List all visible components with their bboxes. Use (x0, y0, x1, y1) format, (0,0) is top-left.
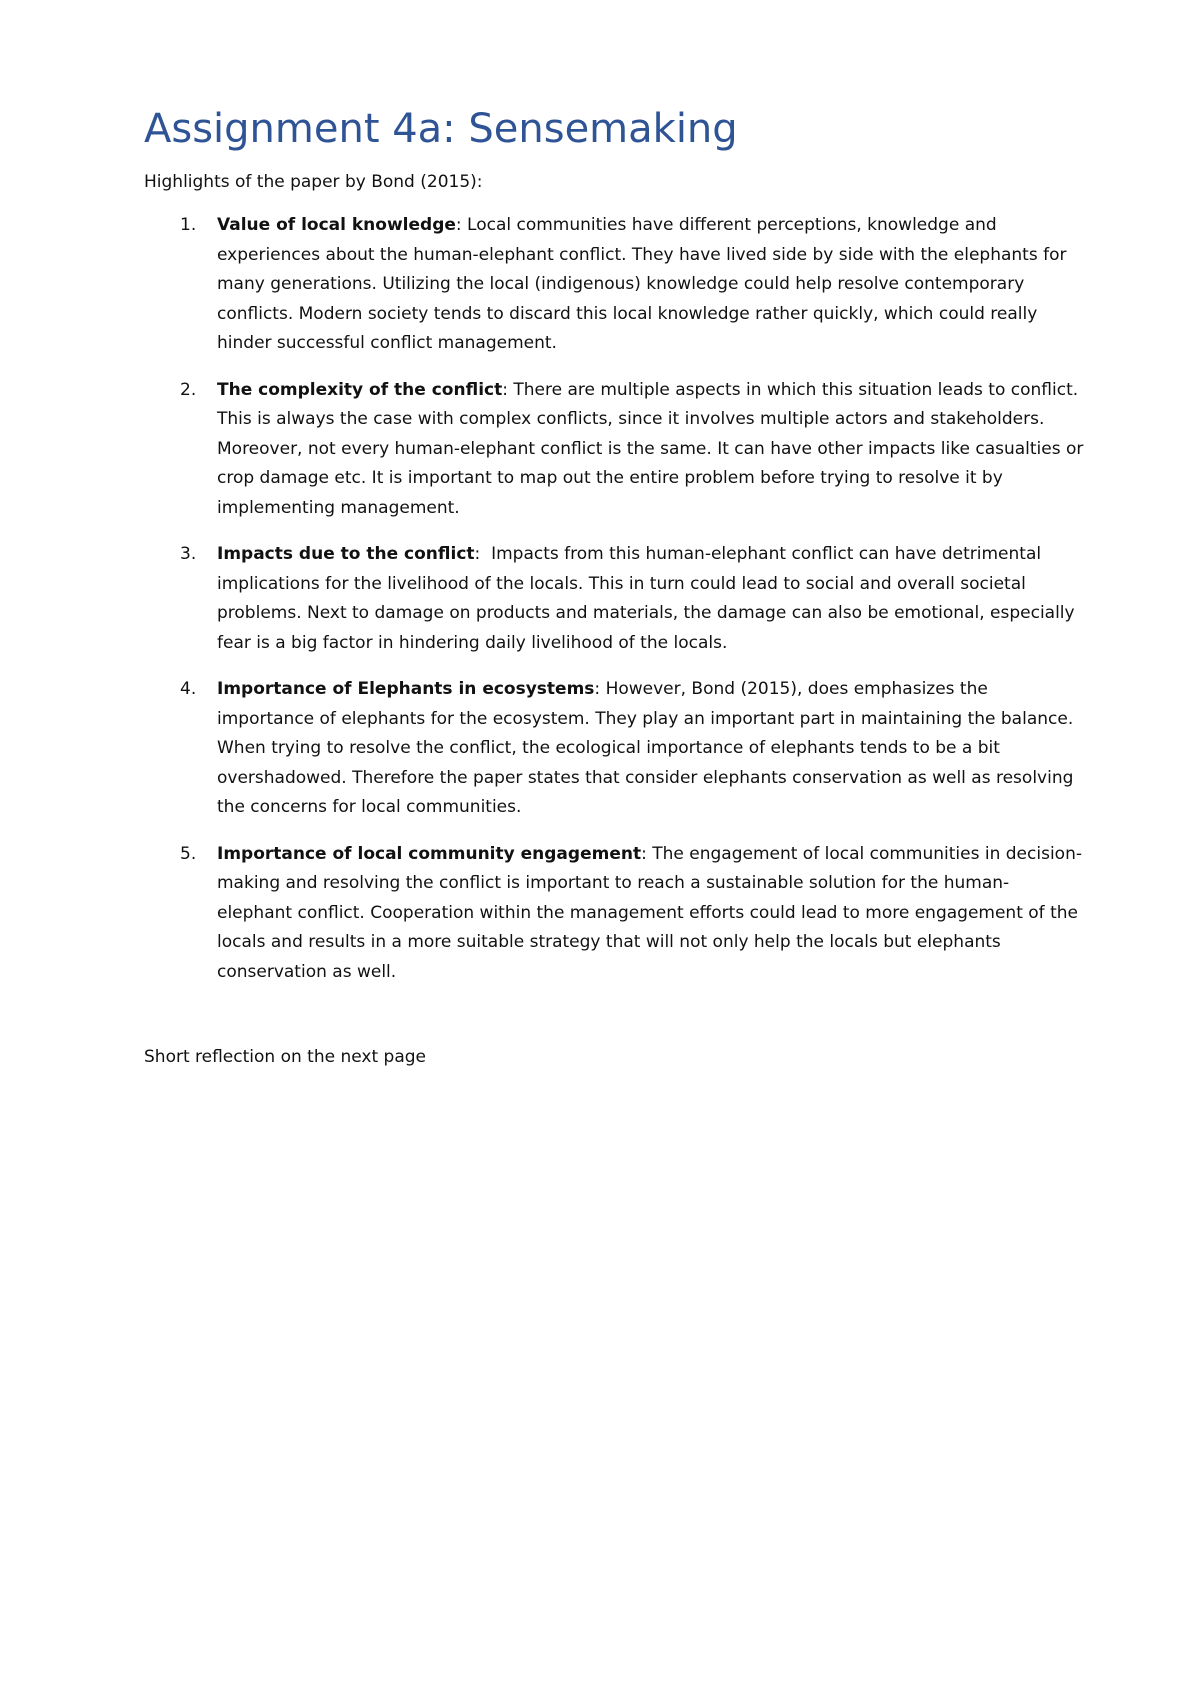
list-item (144, 376, 1084, 524)
list-item (144, 675, 1084, 823)
item-title: Impacts due to the conflict (217, 544, 475, 564)
item-description: However, Bond (2015), does emphasizes the importance of elephants for the ecosystem. They play an important part in maintaining the balance. When trying to resolve the conflict, the ecological importance of elephants tends to be a bit overshadowed. Therefore the paper states that consider elephants conservation as well as resolving the concerns for local communities. (217, 679, 1074, 817)
item-title: Importance of local community engagement (217, 843, 642, 864)
item-body: Importance of local community engagement: The engagement of local communities in decision-making and resolving the conflict is important to reach a sustainable solution for the human-elephant conflict. Cooperation within the management efforts could lead to more engagement of the locals and results in a more suitable strategy that will not only help the locals but elephants conservation as well. (217, 843, 1082, 982)
item-description: Impacts from this human-elephant conflict can have detrimental implications for the livelihood of the locals. This in turn could lead to social and overall societal problems. Next to damage on products and materials, the damage can also be emotional, especially fear is a big factor in hindering daily livelihood of the locals. (217, 544, 1075, 653)
list-item (144, 540, 1084, 658)
item-body: Value of local knowledge: Local communities have different perceptions, knowledge and experiences about the human-elephant conflict. They have lived side by side with the elephants for many generations. Utilizing the local (indigenous) knowledge could help resolve contemporary conflicts. Modern society tends to discard this local knowledge rather quickly, which could really hinder successful conflict management. (217, 215, 1067, 353)
item-number: 5. (180, 843, 197, 864)
item-description: There are multiple aspects in which this situation leads to conflict. This is always the case with complex conflicts, since it involves multiple actors and stakeholders. Moreover, not every human-elephant conflict is the same. It can have other impacts like casualties or crop damage etc. It is important to map out the entire problem before trying to resolve it by implementing management. (217, 379, 1084, 518)
item-number: 4. (180, 679, 197, 699)
item-description: The engagement of local communities in decision-making and resolving the conflict is important to reach a sustainable solution for the human-elephant conflict. Cooperation within the management efforts could lead to more engagement of the locals and results in a more suitable strategy that will not only help the locals but elephants conservation as well. (217, 843, 1082, 982)
item-description: Local communities have different perceptions, knowledge and experiences about the human-elephant conflict. They have lived side by side with the elephants for many generations. Utilizing the local (indigenous) knowledge could help resolve contemporary conflicts. Modern society tends to discard this local knowledge rather quickly, which could really hinder successful conflict management. (217, 215, 1067, 353)
highlights-list (144, 211, 1084, 1004)
next-page-note: Short reflection on the next page (144, 1047, 426, 1067)
item-number: 3. (180, 544, 197, 564)
list-item (144, 840, 1084, 988)
page-title: Assignment 4a: Sensemaking (144, 106, 738, 152)
item-title: Value of local knowledge (217, 215, 456, 235)
item-title: The complexity of the conflict (217, 379, 503, 400)
intro-text: Highlights of the paper by Bond (2015): (144, 172, 483, 192)
item-title: Importance of Elephants in ecosystems (217, 679, 595, 699)
item-body: Impacts due to the conflict: Impacts from this human-elephant conflict can have detrimental implications for the livelihood of the locals. This in turn could lead to social and overall societal problems. Next to damage on products and materials, the damage can also be emotional, especially fear is a big factor in hindering daily livelihood of the locals. (217, 544, 1075, 653)
item-body: The complexity of the conflict: There are multiple aspects in which this situation leads to conflict. This is always the case with complex conflicts, since it involves multiple actors and stakeholders. Moreover, not every human-elephant conflict is the same. It can have other impacts like casualties or crop damage etc. It is important to map out the entire problem before trying to resolve it by implementing management. (217, 379, 1084, 518)
item-number: 1. (180, 215, 197, 235)
item-body: Importance of Elephants in ecosystems: However, Bond (2015), does emphasizes the importance of elephants for the ecosystem. They play an important part in maintaining the balance. When trying to resolve the conflict, the ecological importance of elephants tends to be a bit overshadowed. Therefore the paper states that consider elephants conservation as well as resolving the concerns for local communities. (217, 679, 1074, 817)
item-number: 2. (180, 379, 197, 400)
list-item (144, 211, 1084, 359)
